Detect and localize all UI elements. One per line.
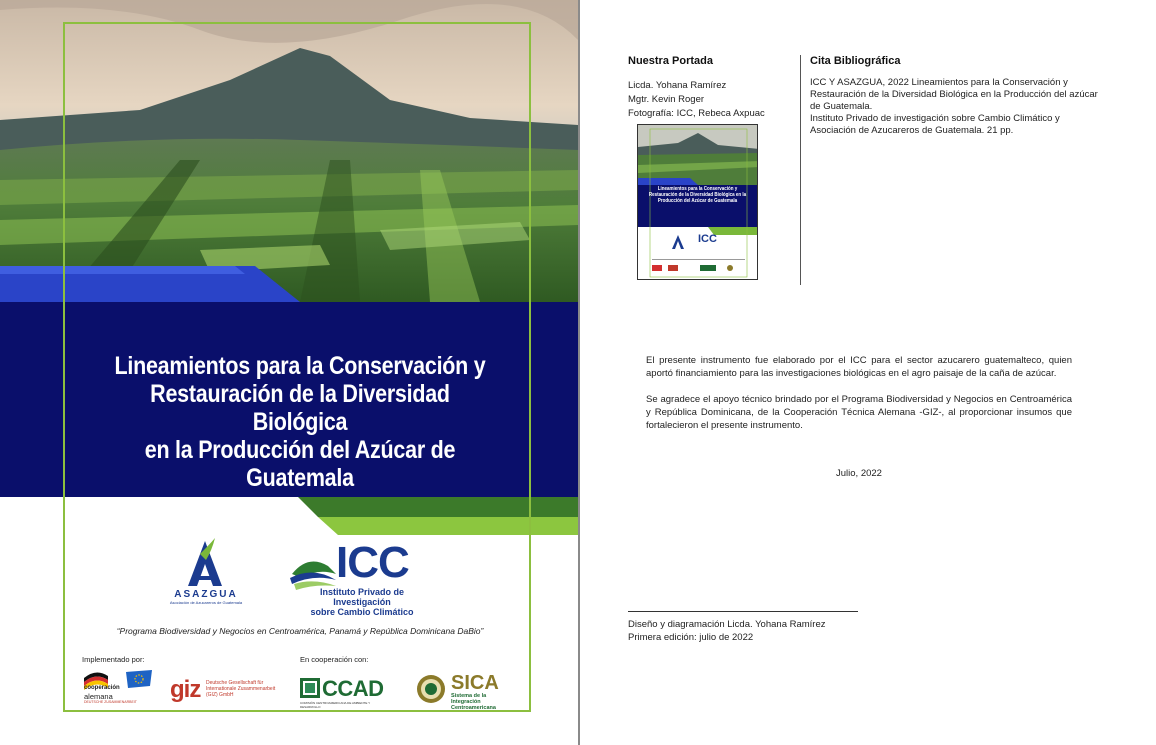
blue-accent-stripe bbox=[0, 266, 300, 302]
green-accent-stripe bbox=[298, 497, 578, 535]
giz-fullname: Deutsche Gesellschaft für Internationale Zusammenarbeit (GIZ) GmbH bbox=[206, 680, 276, 698]
portada-line-2: Mgtr. Kevin Roger bbox=[628, 94, 705, 105]
cover-title bbox=[102, 352, 498, 492]
cooperacion-line-1: cooperación bbox=[84, 685, 120, 691]
credits-rule bbox=[628, 611, 858, 612]
in-cooperation-label: En cooperación con: bbox=[300, 655, 369, 664]
cooperacion-line-3: DEUTSCHE ZUSAMMENARBEIT bbox=[84, 700, 137, 704]
cooperacion-line-2: alemana bbox=[84, 692, 113, 701]
asazgua-subtitle: Asociación de Azucareros de Guatemala bbox=[169, 600, 243, 605]
icc-subtitle-line-2: sobre Cambio Climático bbox=[310, 607, 414, 617]
cover-thumbnail bbox=[637, 124, 758, 280]
asazgua-logo-icon bbox=[160, 536, 250, 606]
asazgua-name: ASAZGUA bbox=[174, 589, 238, 600]
cita-text-line-1: ICC Y ASAZGUA, 2022 Lineamientos para la Conservación y Restauración de la Diversidad Biológica en la Producción del azúcar de Guatemala. bbox=[810, 77, 1098, 112]
acknowledgement-paragraph-1: El presente instrumento fue elaborado por el ICC para el sector azucarero guatemalteco, quien aportó financiamiento para las investigaciones biológicas en el agro paisaje de la caña de azúcar. bbox=[646, 355, 1072, 379]
sica-emblem-icon bbox=[416, 674, 446, 704]
publication-date: Julio, 2022 bbox=[836, 468, 882, 479]
ccad-emblem-icon bbox=[300, 678, 320, 698]
design-credits bbox=[628, 618, 826, 644]
cita-text-line-2: Instituto Privado de investigación sobre Cambio Climático y Asociación de Azucareros de Guatemala. 21 pp. bbox=[810, 113, 1060, 136]
portada-credits bbox=[628, 79, 765, 121]
cita-heading: Cita Bibliográfica bbox=[810, 55, 901, 67]
cita-text bbox=[810, 77, 1100, 137]
program-name: “Programa Biodiversidad y Negocios en Centroamérica, Panamá y República Dominicana DaBio” bbox=[116, 626, 484, 636]
cover-title-line-3: en la Producción del Azúcar de Guatemala bbox=[144, 436, 456, 492]
icc-acronym: ICC bbox=[336, 538, 409, 587]
column-divider bbox=[800, 55, 801, 285]
cover-title-line-2: Restauración de la Diversidad Biológica bbox=[150, 380, 450, 436]
design-credit-line: Diseño y diagramación Licda. Yohana Ramírez bbox=[628, 619, 826, 630]
ccad-acronym: CCAD bbox=[322, 676, 384, 701]
cover-photo-volcano bbox=[0, 0, 578, 302]
icc-logo-icon bbox=[288, 544, 428, 614]
credits-page bbox=[580, 0, 1156, 745]
acknowledgement-paragraph-2: Se agradece el apoyo técnico brindado por el Programa Biodiversidad y Negocios en Centroamérica y República Dominicana, de la Cooperación Técnica Alemana -GIZ-, al proporcionar insumos que fortalecieron el presente instrumento. bbox=[646, 394, 1072, 431]
cover-title-line-1: Lineamientos para la Conservación y bbox=[114, 352, 486, 380]
acknowledgements bbox=[646, 354, 1072, 445]
thumbnail-icc: ICC bbox=[698, 233, 717, 245]
giz-acronym: giz bbox=[170, 676, 201, 703]
thumbnail-title: Lineamientos para la Conservación y Restauración de la Diversidad Biológica en la Producción del Azúcar de Guatemala bbox=[648, 186, 747, 204]
sica-acronym: SICA bbox=[451, 672, 499, 694]
edition-line: Primera edición: julio de 2022 bbox=[628, 632, 754, 643]
sica-subtitle: Sistema de la Integración Centroamericana bbox=[451, 693, 496, 711]
implemented-by-label: Implementado por: bbox=[82, 655, 145, 664]
icc-subtitle-line-1: Instituto Privado de Investigación bbox=[319, 587, 404, 607]
portada-line-3: Fotografía: ICC, Rebeca Axpuac bbox=[628, 108, 765, 119]
portada-heading: Nuestra Portada bbox=[628, 55, 713, 67]
portada-line-1: Licda. Yohana Ramírez bbox=[628, 80, 727, 91]
ccad-subtitle: COMISIÓN CENTROAMERICANA DE AMBIENTE Y DESARROLLO bbox=[300, 701, 371, 709]
